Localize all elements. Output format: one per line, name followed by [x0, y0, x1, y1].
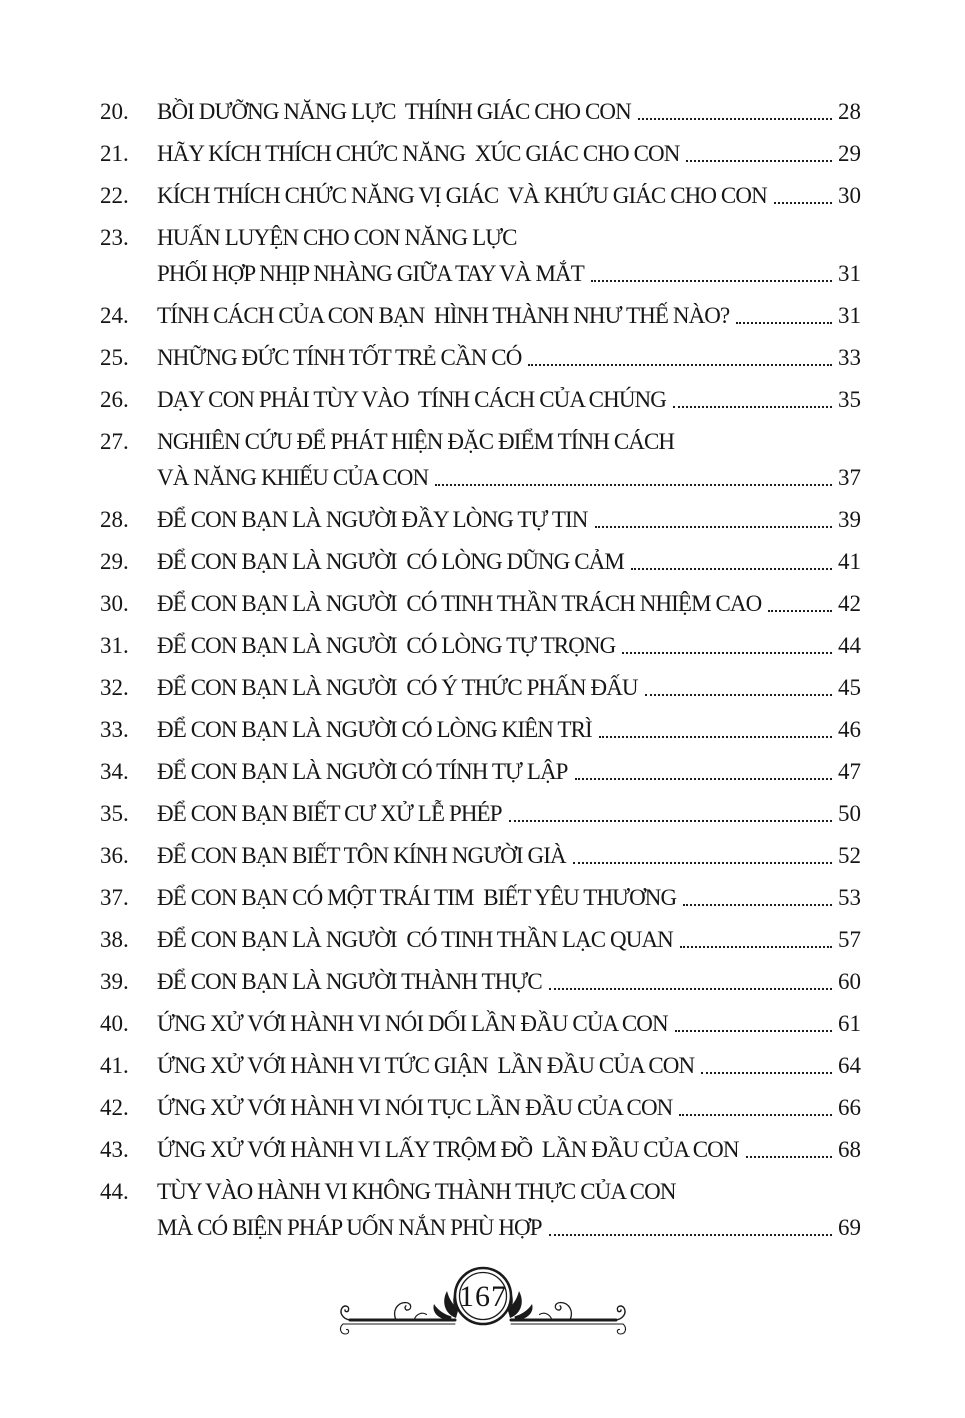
toc-entry-page: 29	[838, 141, 861, 166]
dot-leader	[701, 1071, 832, 1074]
toc-entry-page: 42	[838, 591, 861, 616]
toc-entry-title: ĐỂ CON BẠN LÀ NGƯỜI CÓ Ý THỨC PHẤN ĐẤU	[157, 675, 638, 700]
toc-entry-number: 20.	[100, 99, 129, 124]
toc-entry-number: 26.	[100, 387, 129, 412]
toc-entry-number: 24.	[100, 303, 129, 328]
toc-entry	[100, 717, 861, 743]
toc-entry-title: TÙY VÀO HÀNH VI KHÔNG THÀNH THỰC CỦA CON	[157, 1179, 676, 1204]
dot-leader	[622, 651, 832, 654]
toc-entry-number: 34.	[100, 759, 129, 784]
toc-entry-page: 44	[838, 633, 861, 658]
toc-entry-title: HUẤN LUYỆN CHO CON NĂNG LỰC	[157, 225, 517, 250]
toc-entry-title: DẠY CON PHẢI TÙY VÀO TÍNH CÁCH CỦA CHÚNG	[157, 387, 666, 412]
toc-entry-number: 35.	[100, 801, 129, 826]
toc-entry-number: 25.	[100, 345, 129, 370]
toc-entry-number: 30.	[100, 591, 129, 616]
toc-entry-title: ỨNG XỬ VỚI HÀNH VI TỨC GIẬN LẦN ĐẦU CỦA CON	[157, 1053, 695, 1078]
toc-entry-line	[100, 1095, 861, 1121]
toc-entry-title: ỨNG XỬ VỚI HÀNH VI NÓI TỤC LẦN ĐẦU CỦA CON	[157, 1095, 673, 1120]
toc-entry-page: 28	[838, 99, 861, 124]
toc-entry-line	[100, 843, 861, 869]
toc-entry-number: 44.	[100, 1179, 129, 1204]
toc-entry	[100, 345, 861, 371]
toc-entry-number: 41.	[100, 1053, 129, 1078]
toc-entry	[100, 141, 861, 167]
toc-entry-title: ĐỂ CON BẠN LÀ NGƯỜI CÓ TINH THẦN TRÁCH NHIỆM CAO	[157, 591, 762, 616]
toc-entry-title: ĐỂ CON BẠN LÀ NGƯỜI CÓ LÒNG DŨNG CẢM	[157, 549, 624, 574]
toc-entry-page: 31	[838, 261, 861, 286]
toc-entry	[100, 633, 861, 659]
toc-entry-number: 27.	[100, 429, 129, 454]
toc-entry	[100, 99, 861, 125]
dot-leader	[675, 1029, 832, 1032]
toc-entry-title: ĐỂ CON BẠN CÓ MỘT TRÁI TIM BIẾT YÊU THƯƠNG	[157, 885, 677, 910]
toc-entry-title: HÃY KÍCH THÍCH CHỨC NĂNG XÚC GIÁC CHO CON	[157, 141, 680, 166]
toc-entry-number: 28.	[100, 507, 129, 532]
toc-entry-line	[100, 225, 861, 251]
toc-entry	[100, 303, 861, 329]
dot-leader	[673, 405, 832, 408]
toc-entry-title: NHỮNG ĐỨC TÍNH TỐT TRẺ CẦN CÓ	[157, 345, 522, 370]
toc-entry	[100, 591, 861, 617]
dot-leader	[591, 279, 832, 282]
toc-entry-line	[100, 1011, 861, 1037]
toc-entry	[100, 801, 861, 827]
toc-entry-line	[100, 759, 861, 785]
dot-leader	[528, 363, 832, 366]
toc-entry-line	[100, 927, 861, 953]
toc-entry	[100, 507, 861, 533]
toc-entry-line	[100, 1053, 861, 1079]
footer-ornament	[338, 1256, 628, 1348]
toc-entry	[100, 885, 861, 911]
toc-entry-number: 38.	[100, 927, 129, 952]
flourish-divider-graphic	[338, 1256, 628, 1348]
toc-entry-line	[100, 717, 861, 743]
toc-entry	[100, 1137, 861, 1163]
toc-entry-line	[100, 549, 861, 575]
toc-entry-number: 21.	[100, 141, 129, 166]
toc-entry-title: ỨNG XỬ VỚI HÀNH VI LẤY TRỘM ĐỒ LẦN ĐẦU CỦA CON	[157, 1137, 739, 1162]
toc-entry-page: 45	[838, 675, 861, 700]
toc-entry-title: ĐỂ CON BẠN LÀ NGƯỜI ĐẦY LÒNG TỰ TIN	[157, 507, 588, 532]
toc-entry-page: 31	[838, 303, 861, 328]
dot-leader	[679, 1113, 832, 1116]
toc-entry-title: ĐỂ CON BẠN LÀ NGƯỜI CÓ TINH THẦN LẠC QUAN	[157, 927, 673, 952]
toc-entry-title: TÍNH CÁCH CỦA CON BẠN HÌNH THÀNH NHƯ THẾ NÀO?	[157, 303, 730, 328]
dot-leader	[599, 735, 832, 738]
dot-leader	[549, 987, 832, 990]
toc-entry-number: 39.	[100, 969, 129, 994]
toc-entry-number: 23.	[100, 225, 129, 250]
toc-entry-line	[100, 1215, 861, 1241]
toc-entry-number: 33.	[100, 717, 129, 742]
dot-leader	[736, 321, 832, 324]
toc-list	[100, 99, 861, 1257]
toc-entry-line	[100, 429, 861, 455]
dot-leader	[509, 819, 832, 822]
toc-entry-number: 43.	[100, 1137, 129, 1162]
toc-entry-number: 36.	[100, 843, 129, 868]
toc-entry-title: KÍCH THÍCH CHỨC NĂNG VỊ GIÁC VÀ KHỨU GIÁC CHO CON	[157, 183, 767, 208]
toc-entry-number: 22.	[100, 183, 129, 208]
toc-entry-page: 57	[838, 927, 861, 952]
toc-entry-page: 39	[838, 507, 861, 532]
toc-entry-line	[100, 261, 861, 287]
toc-entry-title: ĐỂ CON BẠN LÀ NGƯỜI THÀNH THỰC	[157, 969, 542, 994]
toc-entry-title: MÀ CÓ BIỆN PHÁP UỐN NẮN PHÙ HỢP	[157, 1215, 542, 1240]
dot-leader	[575, 777, 832, 780]
toc-entry-title: VÀ NĂNG KHIẾU CỦA CON	[157, 465, 429, 490]
toc-entry-line	[100, 387, 861, 413]
toc-entry-number: 31.	[100, 633, 129, 658]
toc-entry-title: PHỐI HỢP NHỊP NHÀNG GIỮA TAY VÀ MẮT	[157, 261, 584, 286]
toc-entry	[100, 1095, 861, 1121]
toc-entry-page: 37	[838, 465, 861, 490]
toc-entry-page: 53	[838, 885, 861, 910]
toc-entry	[100, 225, 861, 287]
toc-entry-line	[100, 885, 861, 911]
toc-entry-line	[100, 633, 861, 659]
toc-entry-page: 64	[838, 1053, 861, 1078]
dot-leader	[638, 117, 832, 120]
toc-entry-line	[100, 1137, 861, 1163]
toc-entry-page: 66	[838, 1095, 861, 1120]
dot-leader	[645, 693, 832, 696]
toc-entry-page: 46	[838, 717, 861, 742]
toc-entry-title: NGHIÊN CỨU ĐỂ PHÁT HIỆN ĐẶC ĐIỂM TÍNH CÁCH	[157, 429, 675, 454]
page-number: 167	[459, 1280, 507, 1313]
toc-entry-line	[100, 507, 861, 533]
toc-entry-number: 32.	[100, 675, 129, 700]
toc-entry	[100, 927, 861, 953]
toc-entry-page: 61	[838, 1011, 861, 1036]
toc-entry-line	[100, 969, 861, 995]
toc-entry-page: 33	[838, 345, 861, 370]
dot-leader	[573, 861, 832, 864]
toc-entry-number: 37.	[100, 885, 129, 910]
toc-entry-line	[100, 99, 861, 125]
dot-leader	[631, 567, 832, 570]
toc-entry	[100, 675, 861, 701]
toc-entry-title: ĐỂ CON BẠN LÀ NGƯỜI CÓ LÒNG KIÊN TRÌ	[157, 717, 592, 742]
toc-entry	[100, 759, 861, 785]
toc-entry-page: 68	[838, 1137, 861, 1162]
toc-entry-line	[100, 1179, 861, 1205]
toc-entry	[100, 183, 861, 209]
toc-entry-page: 50	[838, 801, 861, 826]
toc-entry-number: 42.	[100, 1095, 129, 1120]
toc-entry	[100, 387, 861, 413]
toc-entry-title: ĐỂ CON BẠN LÀ NGƯỜI CÓ TÍNH TỰ LẬP	[157, 759, 568, 784]
toc-entry-page: 30	[838, 183, 861, 208]
dot-leader	[768, 609, 832, 612]
toc-entry-number: 40.	[100, 1011, 129, 1036]
dot-leader	[683, 903, 832, 906]
toc-entry-number: 29.	[100, 549, 129, 574]
dot-leader	[549, 1233, 832, 1236]
dot-leader	[746, 1155, 832, 1158]
toc-entry	[100, 969, 861, 995]
dot-leader	[774, 201, 832, 204]
toc-entry-title: ỨNG XỬ VỚI HÀNH VI NÓI DỐI LẦN ĐẦU CỦA CON	[157, 1011, 668, 1036]
toc-entry-page: 41	[838, 549, 861, 574]
toc-entry-line	[100, 465, 861, 491]
toc-entry	[100, 1011, 861, 1037]
toc-entry-title: ĐỂ CON BẠN BIẾT CƯ XỬ LỄ PHÉP	[157, 801, 502, 826]
toc-entry-page: 47	[838, 759, 861, 784]
toc-entry	[100, 843, 861, 869]
toc-entry-page: 35	[838, 387, 861, 412]
toc-entry-title: ĐỂ CON BẠN LÀ NGƯỜI CÓ LÒNG TỰ TRỌNG	[157, 633, 616, 658]
toc-entry	[100, 1053, 861, 1079]
toc-entry-title: BỒI DƯỠNG NĂNG LỰC THÍNH GIÁC CHO CON	[157, 99, 631, 124]
dot-leader	[595, 525, 832, 528]
dot-leader	[435, 483, 832, 486]
toc-entry	[100, 549, 861, 575]
toc-entry-line	[100, 141, 861, 167]
dot-leader	[686, 159, 832, 162]
dot-leader	[680, 945, 832, 948]
toc-entry-title: ĐỂ CON BẠN BIẾT TÔN KÍNH NGƯỜI GIÀ	[157, 843, 566, 868]
toc-entry-line	[100, 303, 861, 329]
toc-entry-line	[100, 591, 861, 617]
toc-entry-page: 60	[838, 969, 861, 994]
toc-entry-line	[100, 801, 861, 827]
toc-entry	[100, 1179, 861, 1241]
toc-entry-line	[100, 675, 861, 701]
toc-entry-page: 52	[838, 843, 861, 868]
toc-entry-line	[100, 345, 861, 371]
toc-entry-page: 69	[838, 1215, 861, 1240]
toc-entry	[100, 429, 861, 491]
toc-entry-line	[100, 183, 861, 209]
